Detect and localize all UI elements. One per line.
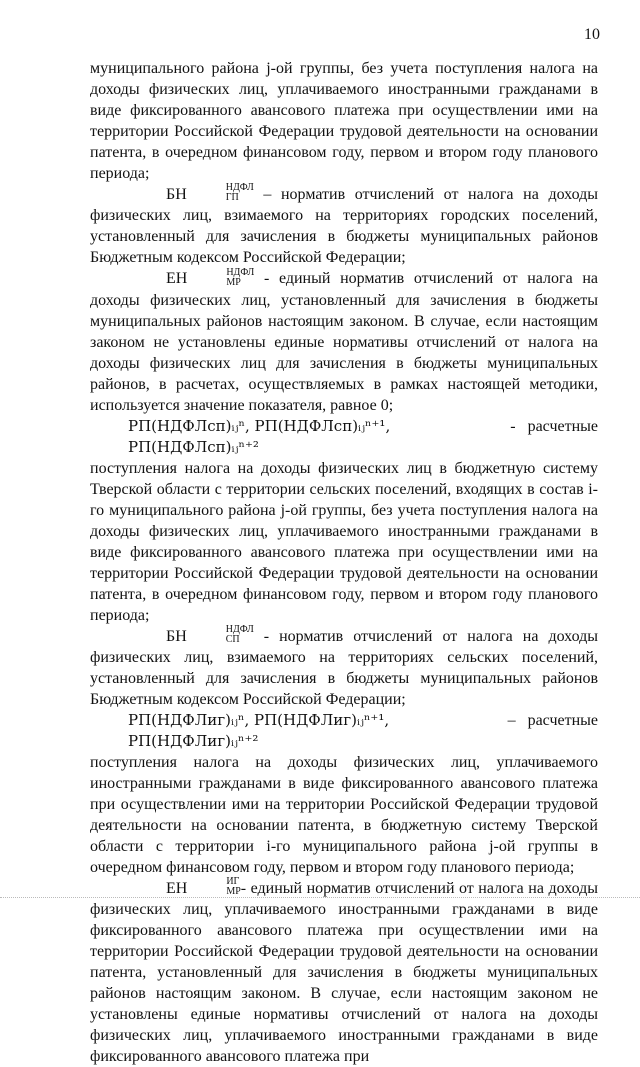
formula-dash: – <box>507 711 516 729</box>
paragraph-5-text: - норматив отчислений от налога на доходы физических лиц, взимаемого на территориях сельских поселений, установленный для зачисления в бюджеты муниципальных районов Бюджетным кодексом Российской Федерации; <box>90 627 598 708</box>
symbol-bn-sp: БН НДФЛ СП <box>166 623 254 645</box>
paragraph-2 <box>90 184 598 268</box>
paragraph-3 <box>90 268 598 415</box>
paragraph-1: муниципального района j-ой группы, без учета поступления налога на доходы физических лиц, уплачиваемого иностранными гражданами в виде фиксированного авансового платежа при осуществлении ими на территории Российской Федерации трудовой деятельности на основании патента, в очередном финансовом году, первом и втором году планового периода; <box>90 60 598 182</box>
formula-rp-ndfl-ig: РП(НДФЛиг)ᵢⱼⁿ, РП(НДФЛиг)ᵢⱼⁿ⁺¹, РП(НДФЛиг)ᵢⱼⁿ⁺² <box>128 710 390 750</box>
symbol-en-ig-mr: ЕН ИГ МР <box>166 876 241 898</box>
page-bottom-edge <box>0 897 640 899</box>
paragraph-4: поступления налога на доходы физических лиц в бюджетную систему Тверской области с территории сельских поселений, входящих в состав i-го муниципального района j-ой группы, без учета поступления налога на доходы физических лиц, уплачиваемого иностранными гражданами в виде фиксированного авансового платежа при осуществлении ими на территории Российской Федерации трудовой деятельности на основании патента, в очередном финансовом году, первом и втором году планового периода; <box>90 459 598 624</box>
document-body <box>90 58 598 1067</box>
paragraph-7 <box>90 878 598 1067</box>
formula-lead-word: расчетные <box>527 417 598 435</box>
paragraph-3-text: - единый норматив отчислений от налога на доходы физических лиц, установленный для зачисления в бюджеты муниципальных районов настоящим законом. В случае, если настоящим законом не установлены единые нормативы отчислений от налога на доходы физических лиц для зачисления в бюджеты муниципальных районов, в расчетах, осуществляемых в рамках настоящей методики, используется значение показателя, равное 0; <box>90 270 598 414</box>
paragraph-2-text: – норматив отчислений от налога на доходы физических лиц, взимаемого на территориях городских поселений, установленный для зачисления в бюджеты муниципальных районов Бюджетным кодексом Российской Федерации; <box>90 186 598 267</box>
paragraph-5 <box>90 623 598 710</box>
formula-lead-word: расчетные <box>527 711 598 729</box>
formula-row-sp <box>90 416 598 458</box>
formula-row-ig <box>90 710 598 752</box>
formula-rp-ndfl-sp: РП(НДФЛсп)ᵢⱼⁿ, РП(НДФЛсп)ᵢⱼⁿ⁺¹, РП(НДФЛсп)ᵢⱼⁿ⁺² <box>128 416 391 456</box>
paragraph-6: поступления налога на доходы физических лиц, уплачиваемого иностранными гражданами в виде фиксированного авансового платежа при осуществлении ими на территории Российской Федерации трудовой деятельности на основании патента, в бюджетную систему Тверской области с территории i-го муниципального района j-ой группы в очередном финансовом году, первом и втором году планового периода; <box>90 753 598 876</box>
formula-dash: - <box>510 417 516 435</box>
paragraph-7-text: - единый норматив отчислений от налога на доходы физических лиц, уплачиваемого иностранными гражданами в виде фиксированного авансового платежа при осуществлении ими на территории Российской Федерации трудовой деятельности на основании патента, установленный для зачисления в бюджеты муниципальных районов настоящим законом. В случае, если настоящим законом не установлены единые нормативы отчислений от налога на доходы физических лиц, уплачиваемого иностранными гражданами в виде фиксированного авансового платежа при <box>90 879 598 1066</box>
page-number: 10 <box>584 26 600 43</box>
symbol-en-mr: ЕН НДФЛ МР <box>166 266 255 288</box>
symbol-bn-gp: БН НДФЛ ГП <box>166 182 254 204</box>
